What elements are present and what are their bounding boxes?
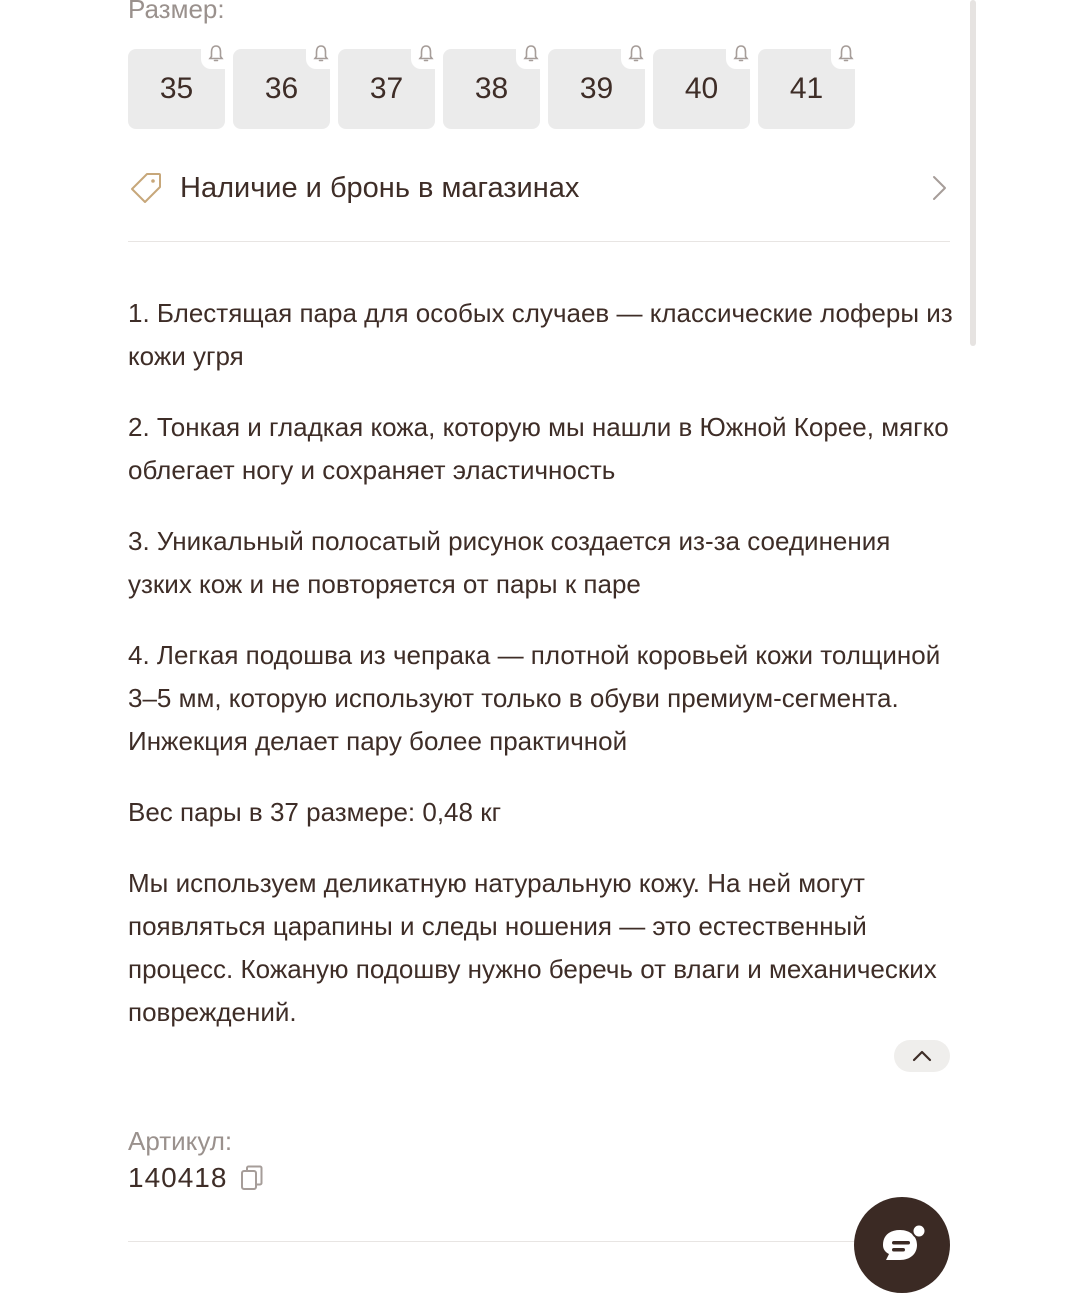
store-availability-link[interactable]: [128, 160, 950, 216]
size-option-35[interactable]: [128, 49, 225, 129]
size-option-37[interactable]: [338, 49, 435, 129]
tag-icon: [128, 170, 164, 206]
divider: [128, 241, 950, 242]
bell-icon: [726, 39, 756, 69]
description-paragraph: 1. Блестящая пара для особых случаев — классические лоферы из кожи угря: [128, 298, 953, 371]
description-paragraph: 4. Легкая подошва из чепрака — плотной коровьей кожи толщиной 3–5 мм, которую используют только в обуви премиум-сегмента. Инжекция делает пару более практичной: [128, 640, 941, 756]
size-value: 37: [369, 72, 404, 105]
bell-icon: [411, 39, 441, 69]
divider: [128, 1241, 950, 1242]
copy-icon[interactable]: [239, 1164, 265, 1192]
size-option-41[interactable]: [758, 49, 855, 129]
size-label: Размер:: [128, 0, 225, 24]
article-row: [128, 1162, 265, 1194]
description-paragraph: Мы используем деликатную натуральную кожу. На ней могут появляться царапины и следы ношения — это естественный процесс. Кожаную подошву нужно беречь от влаги и механических повреждений.: [128, 868, 937, 1027]
description-paragraph: Вес пары в 37 размере: 0,48 кг: [128, 797, 502, 827]
article-value: 140418: [128, 1162, 228, 1193]
bell-icon: [516, 39, 546, 69]
collapse-description-button[interactable]: [894, 1040, 950, 1072]
size-value: 39: [579, 72, 614, 105]
size-value: 36: [264, 72, 299, 105]
chat-button[interactable]: [854, 1197, 950, 1293]
size-value: 38: [474, 72, 509, 105]
bell-icon: [306, 39, 336, 69]
size-option-36[interactable]: [233, 49, 330, 129]
chevron-up-icon: [911, 1049, 933, 1063]
page-scrollbar[interactable]: [970, 0, 976, 346]
size-option-38[interactable]: [443, 49, 540, 129]
description-paragraph: 3. Уникальный полосатый рисунок создается из-за соединения узких кож и не повторяется от пары к паре: [128, 526, 891, 599]
chevron-right-icon: [926, 173, 950, 203]
size-value: 40: [684, 72, 719, 105]
bell-icon: [621, 39, 651, 69]
article-label: Артикул:: [128, 1126, 233, 1156]
store-availability-label: Наличие и бронь в магазинах: [180, 171, 580, 204]
size-option-39[interactable]: [548, 49, 645, 129]
size-value: 35: [159, 72, 194, 105]
size-option-40[interactable]: [653, 49, 750, 129]
bell-icon: [831, 39, 861, 69]
description-paragraph: 2. Тонкая и гладкая кожа, которую мы нашли в Южной Корее, мягко облегает ногу и сохраняет эластичность: [128, 412, 949, 485]
bell-icon: [201, 39, 231, 69]
size-value: 41: [789, 72, 824, 105]
chat-icon: [875, 1222, 929, 1268]
product-description: [128, 292, 958, 1062]
